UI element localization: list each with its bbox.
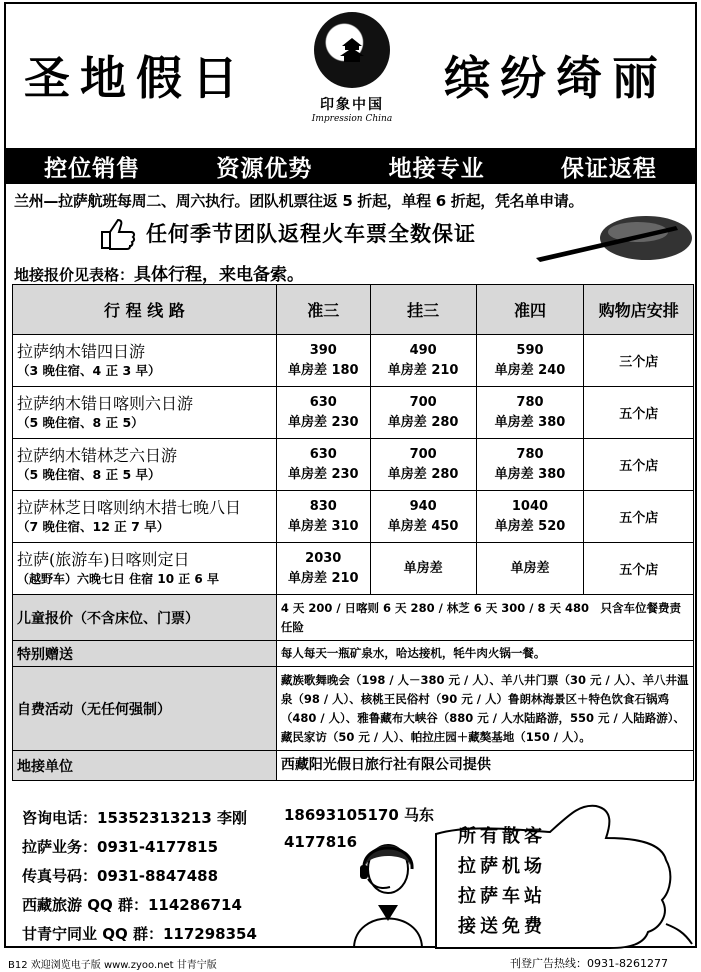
table-row <box>13 387 694 439</box>
price: 780 <box>516 446 544 462</box>
logo <box>306 12 398 142</box>
agent-info: 西藏阳光假日旅行社有限公司提供 <box>276 751 693 781</box>
advertisement-page <box>4 2 697 948</box>
slogan-4: 保证返程 <box>560 155 657 182</box>
contact-phone-2: 18693105170 马东 <box>284 806 435 824</box>
promo-line: 拉萨车站 <box>458 886 546 907</box>
table-row <box>13 335 694 387</box>
table-row-child <box>13 595 694 641</box>
ink-brush-icon <box>526 212 696 274</box>
promo-line: 接送免费 <box>458 916 546 937</box>
agent-label: 地接单位 <box>13 751 277 781</box>
price: 2030 <box>305 550 342 566</box>
header <box>6 4 695 146</box>
table-row-self-pay <box>13 667 694 751</box>
price: 630 <box>309 446 337 462</box>
child-price-label: 儿童报价（不含床位、门票） <box>13 595 277 641</box>
price: 1040 <box>511 498 549 514</box>
contact-phone: 咨询电话：15352313213 李刚 <box>22 809 248 827</box>
slogan-2: 资源优势 <box>216 155 313 182</box>
customer-service-agent-icon <box>346 829 430 947</box>
table-row <box>13 439 694 491</box>
single-supplement: 单房差 180 <box>287 362 359 378</box>
pagoda-icon <box>338 36 366 64</box>
single-supplement: 单房差 310 <box>287 518 359 534</box>
logo-circle-icon <box>314 12 390 88</box>
price: 390 <box>309 342 337 358</box>
single-supplement: 单房差 230 <box>287 414 359 430</box>
single-supplement: 单房差 380 <box>494 414 566 430</box>
price: 780 <box>516 394 544 410</box>
single-supplement: 单房差 280 <box>387 466 459 482</box>
guarantee-text: 任何季节团队返程火车票全数保证 <box>146 222 476 246</box>
left-title: 圣地假日 <box>24 51 248 105</box>
price: 490 <box>409 342 437 358</box>
self-pay-info: 藏族歌舞晚会（198 / 人－380 元 / 人）、羊八井门票（30 元 / 人）、羊八井温泉（98 / 人）、核桃王民俗村（90 元 / 人）鲁朗林海景区＋特色饮食石锅鸡（480 / 人）、雅鲁藏布大峡谷（880 元 / 人水陆路游，550 元 / 人陆路游）、藏民家访（50 元 / 人）、帕拉庄园＋藏獒基地（150 / 人）。 <box>276 667 693 751</box>
single-supplement: 单房差 210 <box>287 570 359 586</box>
promo-line: 所有散客 <box>458 826 546 847</box>
logo-english-text: Impression China <box>311 114 393 124</box>
price: 700 <box>409 394 437 410</box>
price: 830 <box>309 498 337 514</box>
table-row-agent <box>13 751 694 781</box>
shopping-count: 五个店 <box>584 543 694 595</box>
table-row-gift <box>13 641 694 667</box>
price: 590 <box>516 342 544 358</box>
header-listed3: 挂三 <box>370 285 476 335</box>
slogan-3: 地接专业 <box>388 155 485 182</box>
single-supplement: 单房差 240 <box>494 362 566 378</box>
price: 630 <box>309 394 337 410</box>
single-supplement: 单房差 <box>370 543 476 595</box>
guarantee-banner <box>6 212 695 252</box>
route-detail: （越野车）六晚七日 住宿 10 正 6 早 <box>17 571 219 586</box>
price-note-bold: 具体行程，来电备索。 <box>134 265 305 285</box>
header-std4: 准四 <box>476 285 584 335</box>
route-detail: （3 晚住宿、4 正 3 早） <box>17 362 161 378</box>
route-name: 拉萨纳木错日喀则六日游 <box>17 393 194 413</box>
contact-lhasa-2: 4177816 <box>284 833 358 851</box>
contact-fax: 传真号码：0931-8847488 <box>22 867 219 885</box>
table-header-row <box>13 285 694 335</box>
contact-lhasa: 拉萨业务：0931-4177815 <box>22 838 219 856</box>
thumbs-up-icon <box>98 216 136 250</box>
single-supplement: 单房差 450 <box>387 518 459 534</box>
route-detail: （5 晚住宿、8 正 5） <box>17 414 144 430</box>
flight-note: 兰州—拉萨航班每周二、周六执行。团队机票往返 5 折起，单程 6 折起，凭名单申请。 <box>14 192 584 210</box>
route-name: 拉萨林芝日喀则纳木措七晚八日 <box>17 497 242 517</box>
shopping-count: 五个店 <box>584 439 694 491</box>
slogan-bar <box>6 148 695 184</box>
route-name: 拉萨纳木错四日游 <box>17 341 146 361</box>
footer-right: 刊登广告热线：0931-8261277 <box>510 957 668 970</box>
shopping-count: 五个店 <box>584 491 694 543</box>
gift-label: 特别赠送 <box>13 641 277 667</box>
child-price-info: 4 天 200 / 日喀则 6 天 280 / 林芝 6 天 300 / 8 天 480 只含车位餐费责任险 <box>276 595 693 641</box>
footer <box>0 952 701 972</box>
single-supplement: 单房差 380 <box>494 466 566 482</box>
promo-text <box>458 822 546 942</box>
promo-line: 拉萨机场 <box>458 856 546 877</box>
price-note-prefix: 地接报价见表格： <box>14 266 135 284</box>
logo-chinese-text: 印象中国 <box>320 97 384 113</box>
contact-tibet-qq: 西藏旅游 QQ 群：114286714 <box>22 896 242 914</box>
route-name: 拉萨(旅游车)日喀则定日 <box>17 549 190 569</box>
table-row <box>13 491 694 543</box>
single-supplement: 单房差 280 <box>387 414 459 430</box>
gift-info: 每人每天一瓶矿泉水，哈达接机，牦牛肉火锅一餐。 <box>276 641 693 667</box>
header-route: 行 程 线 路 <box>13 285 277 335</box>
price: 940 <box>409 498 437 514</box>
slogan-1: 控位销售 <box>44 155 141 182</box>
single-supplement: 单房差 <box>476 543 584 595</box>
right-title: 缤纷绮丽 <box>444 51 668 105</box>
route-detail: （5 晚住宿、8 正 5 早） <box>17 466 161 482</box>
contact-block <box>22 804 257 949</box>
shopping-count: 三个店 <box>584 335 694 387</box>
header-shopping: 购物店安排 <box>584 285 694 335</box>
price-note <box>14 260 304 285</box>
route-name: 拉萨纳木错林芝六日游 <box>17 445 178 465</box>
table-row <box>13 543 694 595</box>
self-pay-label: 自费活动（无任何强制） <box>13 667 277 751</box>
shopping-count: 五个店 <box>584 387 694 439</box>
contact-gqn-qq: 甘青宁同业 QQ 群：117298354 <box>22 925 257 943</box>
price-table <box>12 284 694 781</box>
header-std3: 准三 <box>276 285 370 335</box>
route-detail: （7 晚住宿、12 正 7 早） <box>17 518 170 534</box>
price: 700 <box>409 446 437 462</box>
single-supplement: 单房差 520 <box>494 518 566 534</box>
single-supplement: 单房差 210 <box>387 362 459 378</box>
single-supplement: 单房差 230 <box>287 466 359 482</box>
footer-left: B12 欢迎浏览电子版 www.zyoo.net 甘青宁版 <box>8 960 217 971</box>
